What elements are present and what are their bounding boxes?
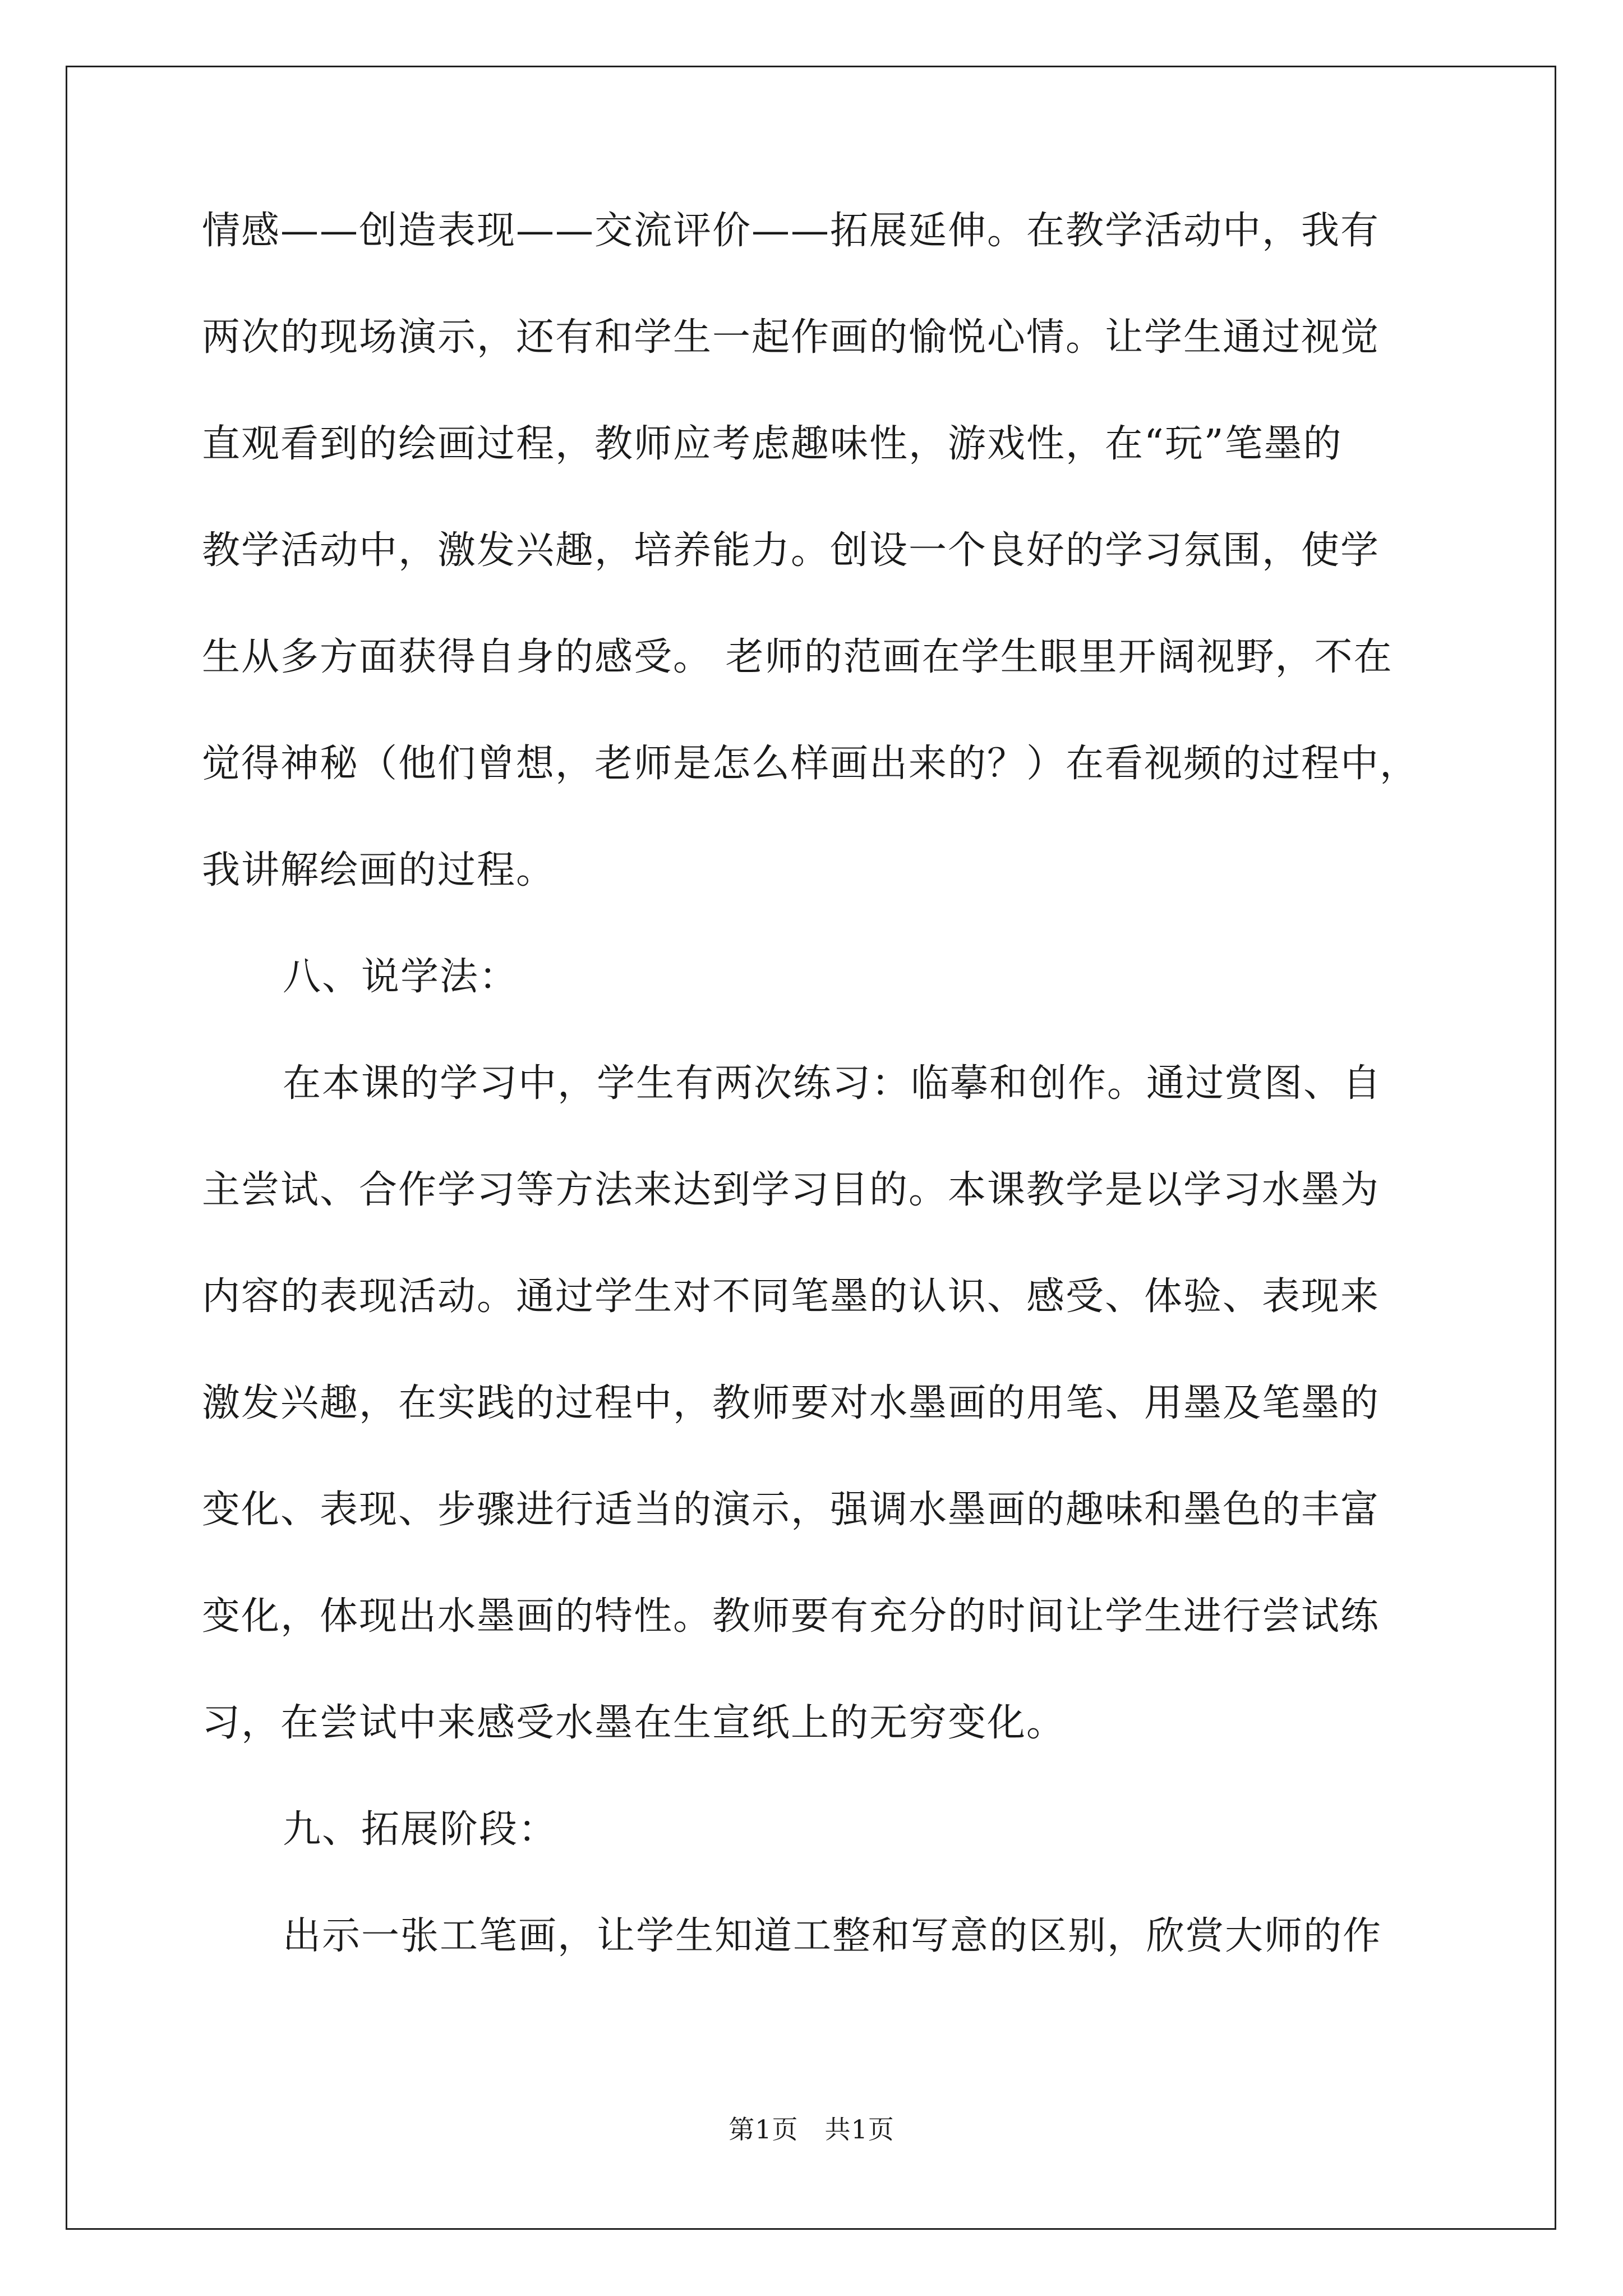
paragraph-line: 觉得神秘（他们曾想，老师是怎么样画出来的？）在看视频的过程中， [202,742,1419,786]
paragraph-line: 变化，体现出水墨画的特性。教师要有充分的时间让学生进行尝试练 [202,1594,1380,1639]
paragraph-line: 激发兴趣，在实践的过程中，教师要对水墨画的用笔、用墨及笔墨的 [202,1381,1380,1425]
section-heading: 八、说学法： [283,955,519,999]
paragraph-line: 生从多方面获得自身的感受。 老师的范画在学生眼里开阔视野，不在 [202,635,1393,679]
paragraph-line: 变化、表现、步骤进行适当的演示，强调水墨画的趣味和墨色的丰富 [202,1488,1380,1532]
paragraph-line: 在本课的学习中，学生有两次练习：临摹和创作。通过赏图、自 [283,1061,1382,1106]
paragraph-line: 出示一张工笔画，让学生知道工整和写意的区别，欣赏大师的作 [283,1914,1382,1958]
section-heading: 九、拓展阶段： [283,1807,558,1852]
page-border [66,66,1556,2230]
paragraph-line: 两次的现场演示，还有和学生一起作画的愉悦心情。让学生通过视觉 [202,315,1380,360]
paragraph-line: 教学活动中，激发兴趣，培养能力。创设一个良好的学习氛围，使学 [202,528,1380,573]
paragraph-line: 直观看到的绘画过程，教师应考虑趣味性，游戏性，在“玩”笔墨的 [202,422,1343,466]
paragraph-line: 内容的表现活动。通过学生对不同笔墨的认识、感受、体验、表现来 [202,1274,1380,1319]
paragraph-line: 习，在尝试中来感受水墨在生宣纸上的无穷变化。 [202,1701,1066,1745]
page-footer: 第1页 共1页 [728,2114,895,2145]
paragraph-line: 我讲解绘画的过程。 [202,848,556,892]
paragraph-line: 情感——创造表现——交流评价——拓展延伸。在教学活动中，我有 [202,209,1380,253]
paragraph-line: 主尝试、合作学习等方法来达到学习目的。本课教学是以学习水墨为 [202,1168,1380,1212]
